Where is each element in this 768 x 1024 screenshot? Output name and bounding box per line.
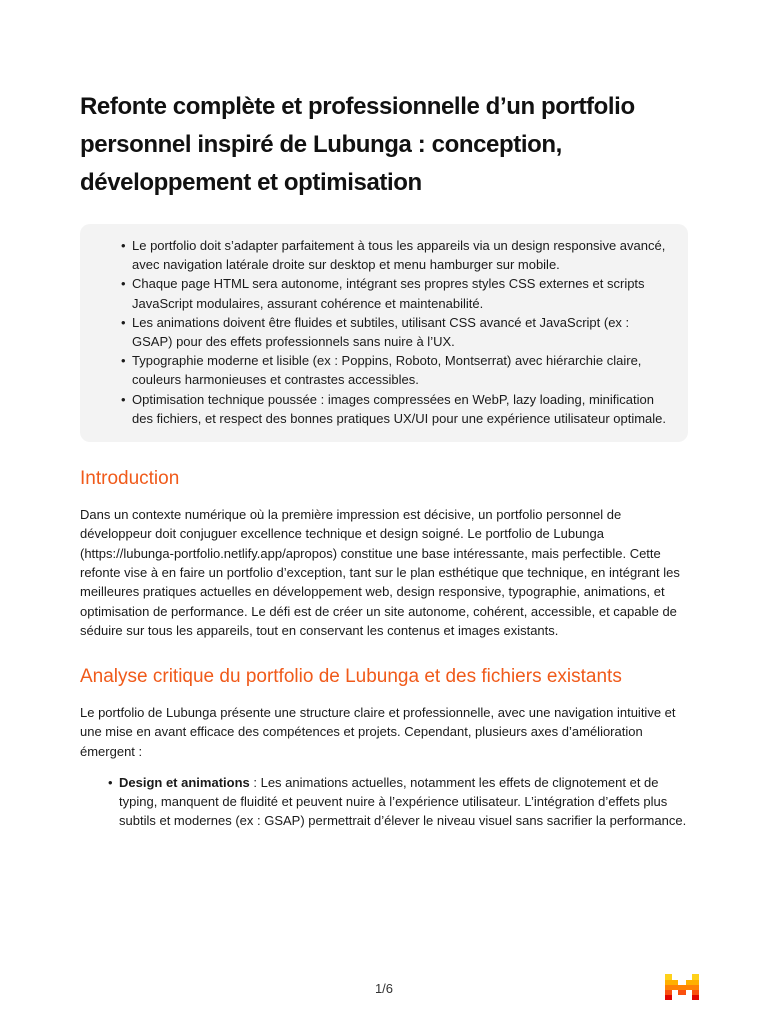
analyse-heading: Analyse critique du portfolio de Lubunga et des fichiers existants — [80, 666, 622, 688]
analyse-paragraph: Le portfolio de Lubunga présente une structure claire et professionnelle, avec une navigation intuitive et une mise en avant efficace des compétences et projets. Cependant, plusieurs axes d’amélioration émergent : — [80, 705, 676, 759]
document-title: Refonte complète et professionnelle d’un portfolio personnel inspiré de Lubunga : conception, développement et optimisation — [80, 93, 635, 196]
mistral-logo-icon — [665, 974, 699, 1000]
callout-item: • Typographie moderne et lisible (ex : Poppins, Roboto, Montserrat) avec hiérarchie claire, couleurs harmonieuses et contrastes accessibles. — [132, 351, 670, 389]
bullet-text: : Les animations actuelles, notamment les effets de clignotement et de typing, manquent de fluidité et peuvent nuire à l’expérience utilisateur. L’intégration d’effets plus subtils et modernes (ex : GSAP) permettrait d’élever le niveau visuel sans sacrifier la performance. — [119, 775, 687, 829]
callout-item: • Le portfolio doit s’adapter parfaitement à tous les appareils via un design responsive avancé, avec navigation latérale droite sur desktop et menu hamburger sur mobile. — [132, 236, 670, 274]
requirements-list — [98, 236, 670, 428]
callout-item: • Optimisation technique poussée : images compressées en WebP, lazy loading, minification des fichiers, et respect des bonnes pratiques UX/UI pour une expérience utilisateur optimale. — [132, 390, 670, 428]
callout-item: • Les animations doivent être fluides et subtiles, utilisant CSS avancé et JavaScript (ex : GSAP) pour des effets professionnels sans nuire à l’UX. — [132, 313, 670, 351]
page-number: 1/6 — [374, 981, 394, 996]
document-page — [80, 88, 688, 831]
introduction-heading: Introduction — [80, 468, 180, 490]
requirements-callout — [80, 224, 688, 442]
analyse-list — [80, 773, 688, 831]
list-item — [119, 773, 688, 831]
callout-item: • Chaque page HTML sera autonome, intégrant ses propres styles CSS externes et scripts JavaScript modulaires, assurant cohérence et maintenabilité. — [132, 274, 670, 312]
bullet-label: Design et animations — [119, 775, 250, 790]
introduction-paragraph: Dans un contexte numérique où la première impression est décisive, un portfolio personnel de développeur doit conjuguer excellence technique et design soigné. Le portfolio de Lubunga (https://lubunga-portfolio.netlify.app/apropos) constitue une base intéressante, mais perfectible. Cette refonte vise à en faire un portfolio d’exception, tant sur le plan esthétique que technique, en intégrant les meilleures pratiques actuelles en développement web, design responsive, typographie, animations, et optimisation de performance. Le défi est de créer un site autonome, cohérent, accessible, et capable de séduire sur tous les appareils, tout en conservant les contenus et images existants. — [80, 507, 680, 638]
